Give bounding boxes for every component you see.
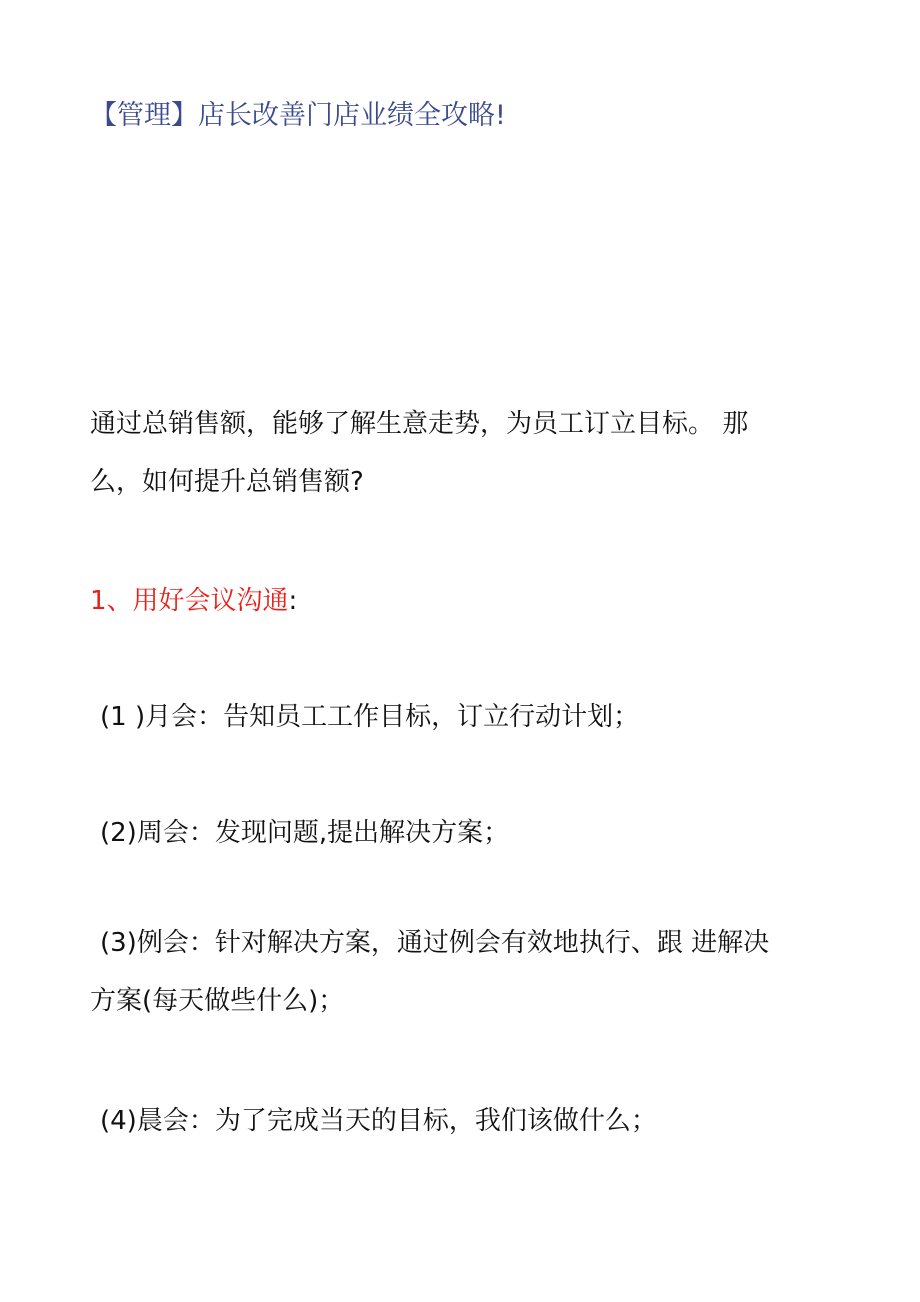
section-heading-text: 1、用好会议沟通 bbox=[90, 586, 289, 616]
intro-line-2: 么，如何提升总销售额? bbox=[90, 467, 364, 497]
list-item-morning-meeting: (4)晨会：为了完成当天的目标，我们该做什么； bbox=[100, 1106, 657, 1136]
list-item-line-2: 方案(每天做些什么)； bbox=[90, 986, 345, 1016]
list-item-weekly-meeting: (2)周会：发现问题,提出解决方案； bbox=[100, 818, 510, 848]
document-title: 【管理】店长改善门店业绩全攻略! bbox=[90, 100, 506, 131]
section-heading-colon: : bbox=[288, 586, 298, 616]
section-heading-meetings bbox=[90, 572, 297, 630]
intro-paragraph bbox=[90, 395, 830, 511]
list-item-monthly-meeting: (1 )月会：告知员工工作目标，订立行动计划； bbox=[100, 702, 640, 732]
list-item-line-1: (3)例会：针对解决方案，通过例会有效地执行、跟 进解决 bbox=[100, 928, 770, 958]
list-item-regular-meeting bbox=[90, 914, 840, 1030]
intro-line-1: 通过总销售额，能够了解生意走势，为员工订立目标。 那 bbox=[90, 409, 749, 439]
